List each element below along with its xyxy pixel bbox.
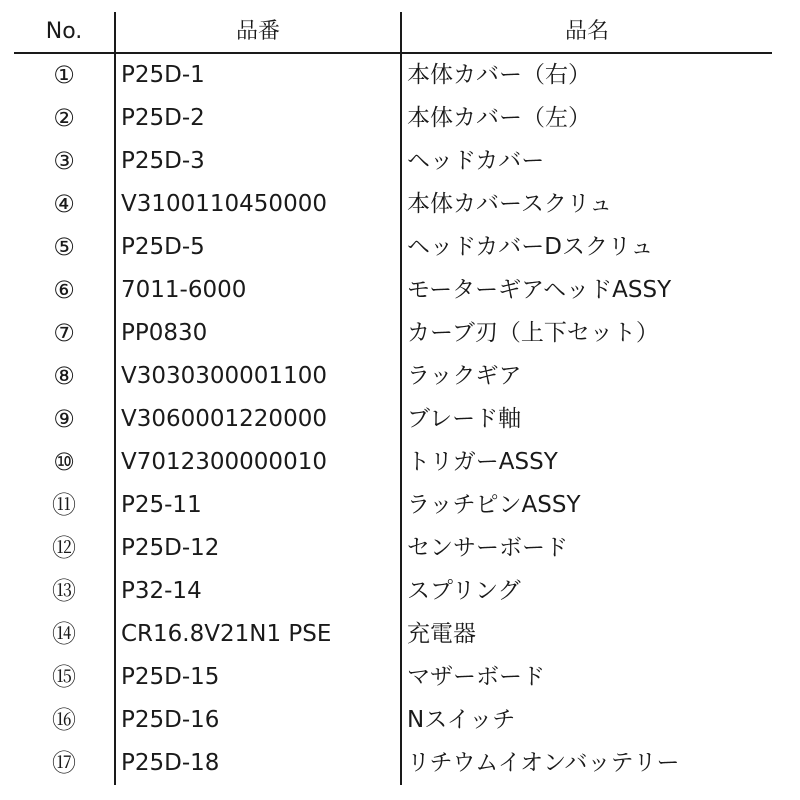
row-no: ⑪: [52, 491, 76, 519]
table-row: [14, 570, 772, 613]
table-row: [14, 226, 772, 269]
table-row: [14, 398, 772, 441]
header-no: No.: [14, 12, 115, 53]
row-part-name: 本体カバー（右）: [401, 53, 772, 97]
row-part-name: Nスイッチ: [401, 699, 772, 742]
table-row: [14, 441, 772, 484]
table-row: [14, 656, 772, 699]
row-part-number: P25D-15: [115, 656, 401, 699]
table-header: [14, 12, 772, 53]
row-part-name: 本体カバー（左）: [401, 97, 772, 140]
row-part-name: マザーボード: [401, 656, 772, 699]
row-part-name: 本体カバースクリュ: [401, 183, 772, 226]
row-part-number: V7012300000010: [115, 441, 401, 484]
row-no: ①: [53, 61, 75, 89]
row-no: ④: [53, 190, 75, 218]
table-row: [14, 312, 772, 355]
table-row: [14, 183, 772, 226]
table-row: [14, 613, 772, 656]
table-row: [14, 527, 772, 570]
row-part-name: カーブ刃（上下セット）: [401, 312, 772, 355]
row-part-name: リチウムイオンバッテリー: [401, 742, 772, 785]
row-no: ⑮: [52, 663, 76, 691]
row-part-number: V3030300001100: [115, 355, 401, 398]
row-part-name: ブレード軸: [401, 398, 772, 441]
row-part-number: CR16.8V21N1 PSE: [115, 613, 401, 656]
row-part-name: ラックギア: [401, 355, 772, 398]
row-no: ⑤: [53, 233, 75, 261]
table-row: [14, 699, 772, 742]
table-body: [14, 53, 772, 785]
header-row: [14, 12, 772, 53]
row-part-name: スプリング: [401, 570, 772, 613]
row-no: ⑩: [53, 448, 75, 476]
row-part-number: P25D-12: [115, 527, 401, 570]
row-part-name: ヘッドカバーDスクリュ: [401, 226, 772, 269]
row-part-number: PP0830: [115, 312, 401, 355]
row-part-number: 7011-6000: [115, 269, 401, 312]
row-part-name: ラッチピンASSY: [401, 484, 772, 527]
row-part-number: P32-14: [115, 570, 401, 613]
table-row: [14, 484, 772, 527]
row-part-name: モーターギアヘッドASSY: [401, 269, 772, 312]
row-no: ⑧: [53, 362, 75, 390]
row-no: ②: [53, 104, 75, 132]
row-no: ⑯: [52, 706, 76, 734]
row-part-number: P25D-5: [115, 226, 401, 269]
row-no: ③: [53, 147, 75, 175]
header-part-name: 品名: [401, 12, 772, 53]
table-row: [14, 97, 772, 140]
row-part-number: P25D-1: [115, 53, 401, 97]
row-part-number: P25D-3: [115, 140, 401, 183]
header-part-number: 品番: [115, 12, 401, 53]
row-no: ⑬: [52, 577, 76, 605]
table-row: [14, 269, 772, 312]
row-part-number: P25D-16: [115, 699, 401, 742]
row-part-name: センサーボード: [401, 527, 772, 570]
row-no: ⑨: [53, 405, 75, 433]
row-part-name: トリガーASSY: [401, 441, 772, 484]
table-row: [14, 742, 772, 785]
row-part-name: 充電器: [401, 613, 772, 656]
row-part-number: V3100110450000: [115, 183, 401, 226]
row-no: ⑭: [52, 620, 76, 648]
row-no: ⑫: [52, 534, 76, 562]
row-part-number: P25D-2: [115, 97, 401, 140]
row-part-name: ヘッドカバー: [401, 140, 772, 183]
table-row: [14, 140, 772, 183]
parts-table: [14, 12, 772, 785]
row-no: ⑥: [53, 276, 75, 304]
row-part-number: V3060001220000: [115, 398, 401, 441]
table-row: [14, 355, 772, 398]
row-no: ⑰: [52, 749, 76, 777]
row-part-number: P25-11: [115, 484, 401, 527]
row-no: ⑦: [53, 319, 75, 347]
row-part-number: P25D-18: [115, 742, 401, 785]
table-row: [14, 53, 772, 97]
